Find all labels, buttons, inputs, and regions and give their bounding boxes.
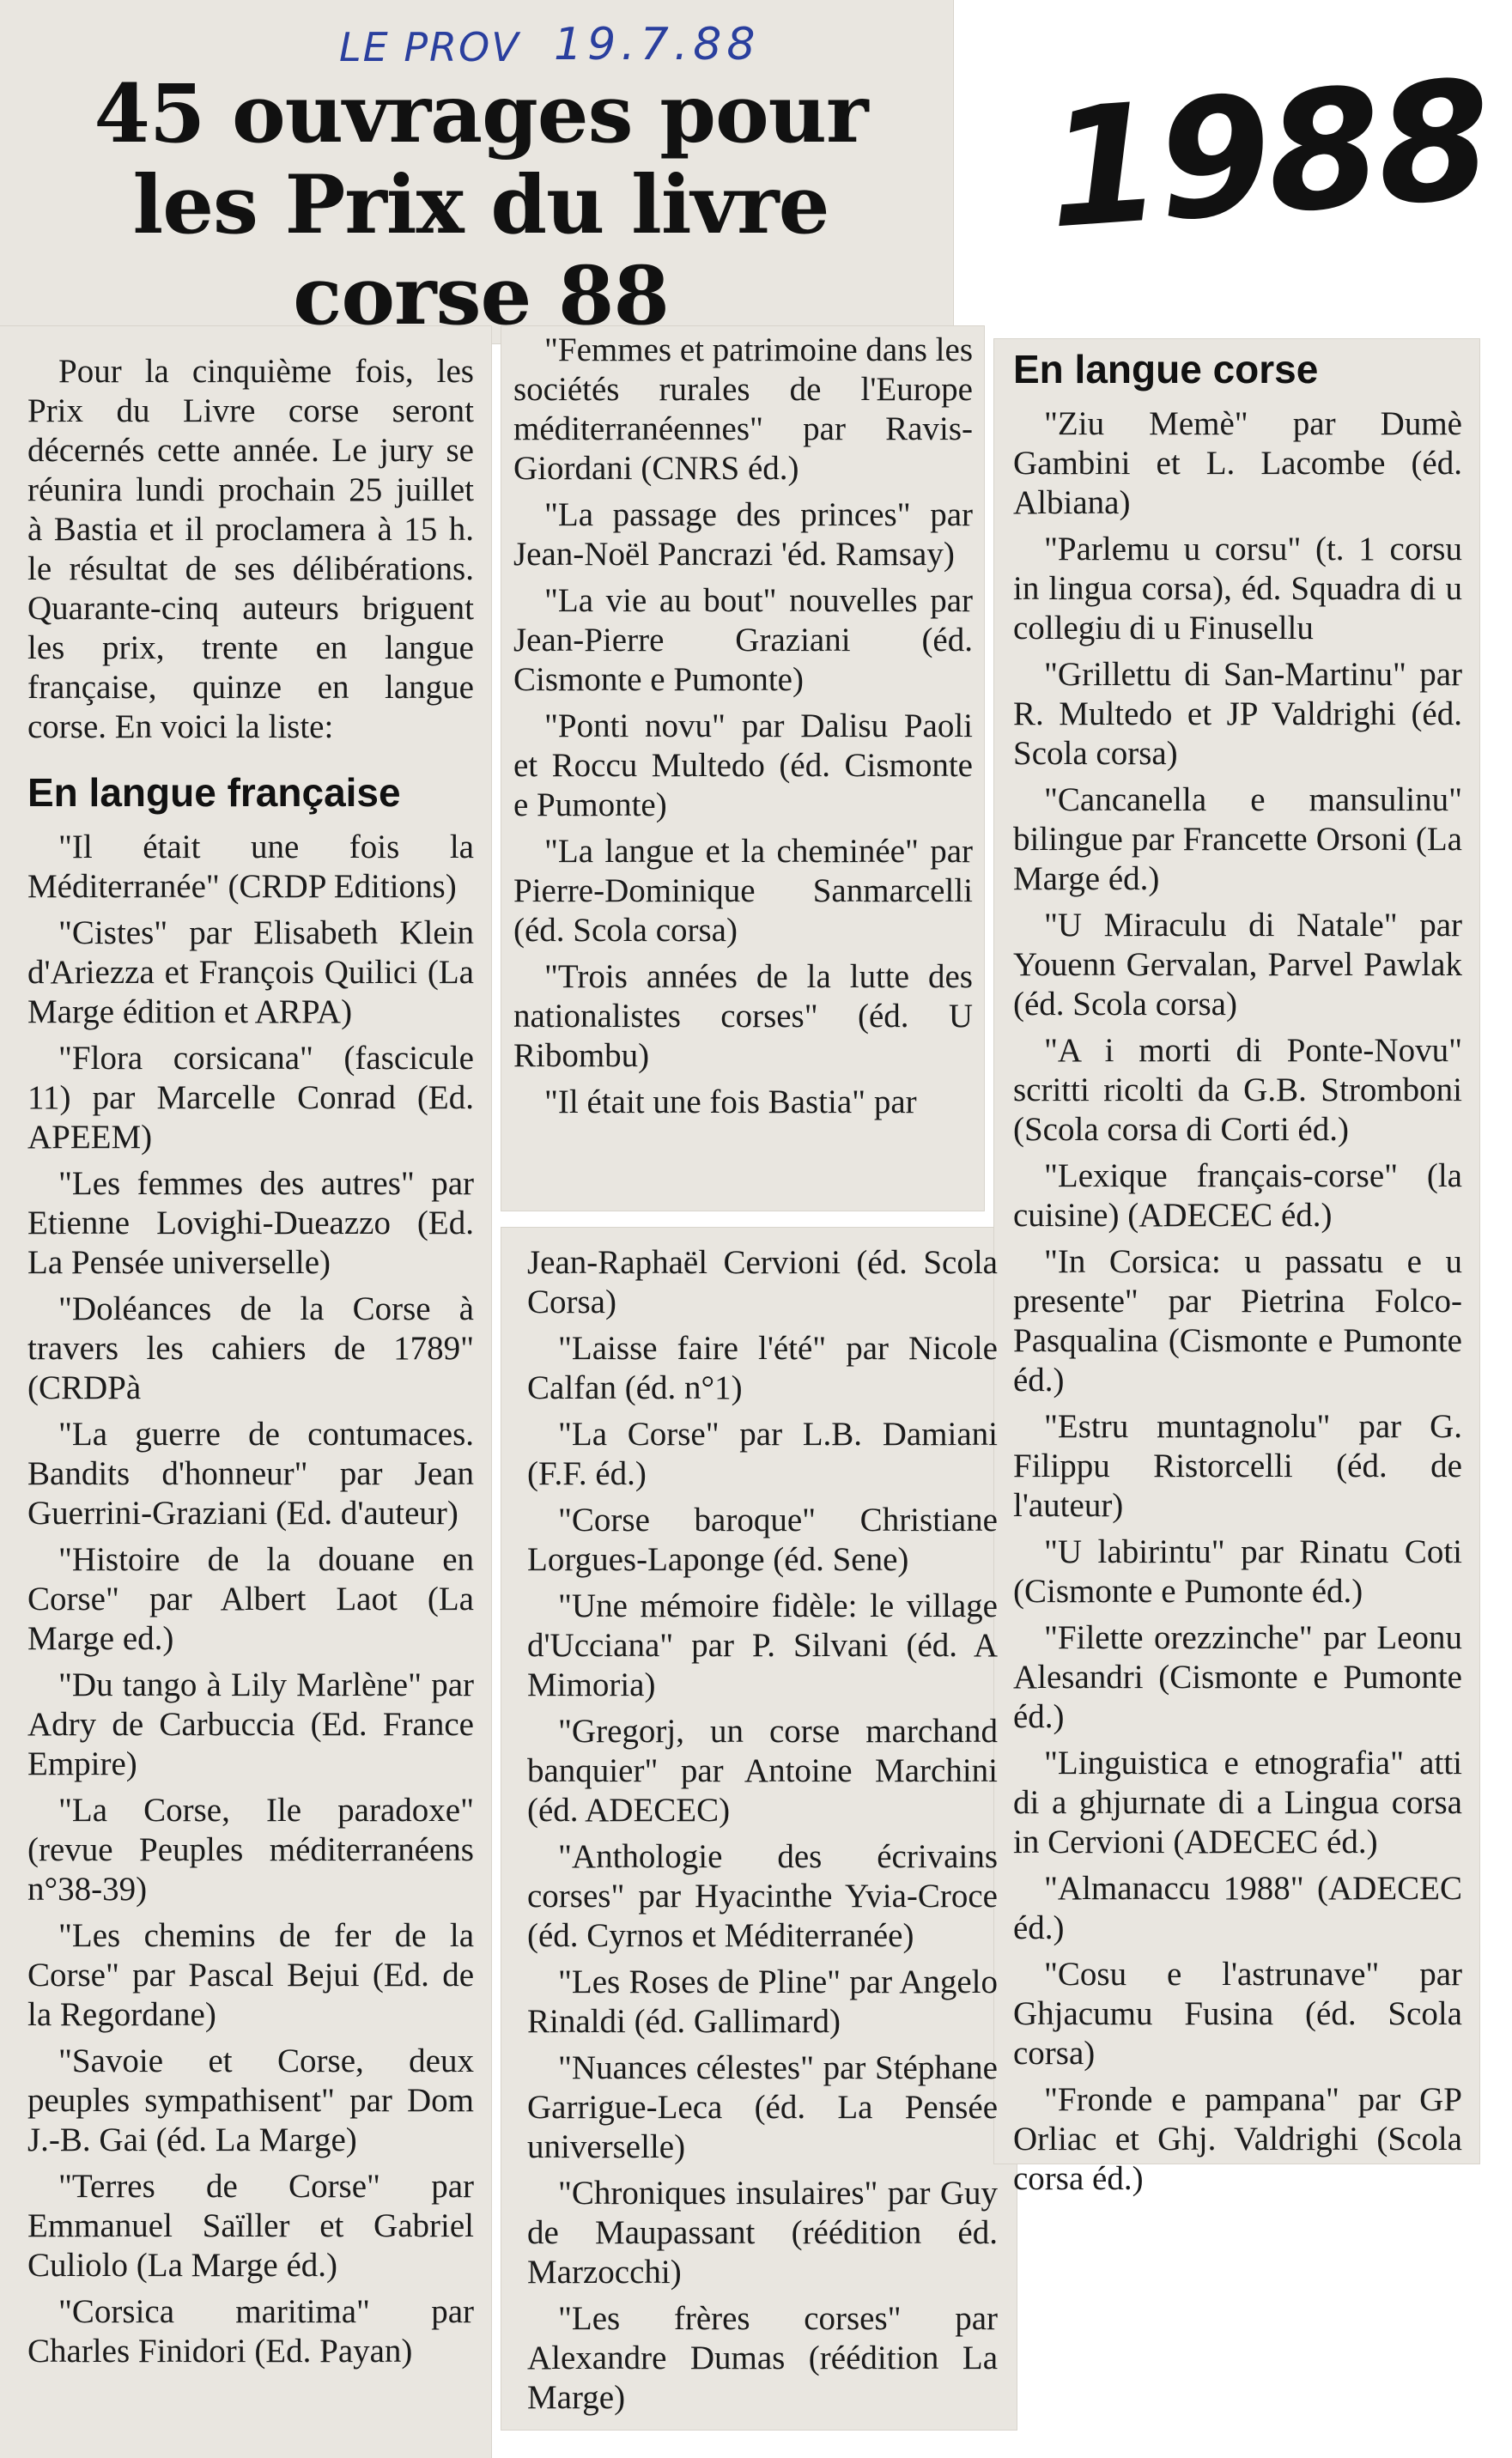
list-item: "Histoire de la douane en Corse" par Albert Laot (La Marge ed.) xyxy=(27,1541,474,1657)
list-item: "Une mémoire fidèle: le village d'Ucciana" par P. Silvani (éd. A Mimoria) xyxy=(527,1587,998,1703)
list-item: "Du tango à Lily Marlène" par Adry de Carbuccia (Ed. France Empire) xyxy=(27,1666,474,1782)
list-item: "Terres de Corse" par Emmanuel Saïller et Gabriel Culiolo (La Marge éd.) xyxy=(27,2168,474,2284)
list-item: "La Corse" par L.B. Damiani (F.F. éd.) xyxy=(527,1416,998,1492)
handwritten-year-note: 1988 xyxy=(1041,45,1494,265)
list-item-continuation: Jean-Raphaël Cervioni (éd. Scola Corsa) xyxy=(527,1244,998,1320)
headline-line: 45 ouvrages pour xyxy=(94,67,868,161)
list-item: "Les femmes des autres" par Etienne Lovighi-Dueazzo (Ed. La Pensée universelle) xyxy=(27,1165,474,1281)
left-column xyxy=(27,352,474,2378)
intro-paragraph: Pour la cinquième fois, les Prix du Livre corse seront décernés cette année. Le jury se réunira lundi prochain 25 juillet à Bastia et il proclamera à 15 h. le résultat de ses délibérations. Quarante-cinq auteurs briguent les prix, trente en langue française, quinze en langue corse. En voici la liste: xyxy=(27,353,474,745)
headline-line: les Prix du livre xyxy=(132,158,829,252)
right-column xyxy=(1013,348,1462,2206)
list-item: "Estru muntagnolu" par G. Filippu Ristorcelli (éd. de l'auteur) xyxy=(1013,1408,1462,1524)
french-list xyxy=(27,828,474,2371)
list-item: "Cosu e l'astrunave" par Ghjacumu Fusina (éd. Scola corsa) xyxy=(1013,1956,1462,2072)
list-item: "La langue et la cheminée" par Pierre-Dominique Sanmarcelli (éd. Scola corsa) xyxy=(513,833,973,949)
middle-list-bottom xyxy=(527,1329,998,2418)
list-item: "In Corsica: u passatu e u presente" par Pietrina Folco-Pasqualina (Cismonte e Pumonte éd.) xyxy=(1013,1243,1462,1399)
list-item: "Ponti novu" par Dalisu Paoli et Roccu Multedo (éd. Cismonte e Pumonte) xyxy=(513,707,973,823)
list-item: "A i morti di Ponte-Novu" scritti ricolti da G.B. Stromboni (Scola corsa di Corti éd.) xyxy=(1013,1032,1462,1148)
list-item: "U labirintu" par Rinatu Coti (Cismonte e Pumonte éd.) xyxy=(1013,1533,1462,1610)
list-item: "Fronde e pampana" par GP Orliac et Ghj. Valdrighi (Scola corsa éd.) xyxy=(1013,2081,1462,2197)
handwritten-source-note: LE PROV xyxy=(339,24,520,70)
list-item: "Flora corsicana" (fascicule 11) par Marcelle Conrad (Ed. APEEM) xyxy=(27,1040,474,1156)
list-item: "Doléances de la Corse à travers les cahiers de 1789" (CRDPà xyxy=(27,1290,474,1406)
list-item: "Cancanella e mansulinu" bilingue par Francette Orsoni (La Marge éd.) xyxy=(1013,781,1462,897)
list-item: "Laisse faire l'été" par Nicole Calfan (éd. n°1) xyxy=(527,1330,998,1406)
handwritten-date-note: 19.7.88 xyxy=(554,19,761,70)
list-item: "Cistes" par Elisabeth Klein d'Ariezza et François Quilici (La Marge édition et ARPA) xyxy=(27,914,474,1030)
list-item: "Il était une fois la Méditerranée" (CRDP Editions) xyxy=(27,828,474,905)
list-item: "Anthologie des écrivains corses" par Hyacinthe Yvia-Croce (éd. Cyrnos et Méditerranée) xyxy=(527,1838,998,1954)
headline-line: corse 88 xyxy=(293,249,669,343)
list-item: "Corsica maritima" par Charles Finidori (Ed. Payan) xyxy=(27,2293,474,2370)
list-item: "Filette orezzinche" par Leonu Alesandri (Cismonte e Pumonte éd.) xyxy=(1013,1619,1462,1735)
list-item: "La passage des princes" par Jean-Noël Pancrazi 'éd. Ramsay) xyxy=(513,496,973,573)
list-item: "Les Roses de Pline" par Angelo Rinaldi (éd. Gallimard) xyxy=(527,1963,998,2040)
section-heading-corsican: En langue corse xyxy=(1013,347,1319,391)
list-item: "Les frères corses" par Alexandre Dumas (réédition La Marge) xyxy=(527,2300,998,2416)
list-item: "Ziu Memè" par Dumè Gambini et L. Lacombe (éd. Albiana) xyxy=(1013,405,1462,521)
list-item: "Parlemu u corsu" (t. 1 corsu in lingua corsa), éd. Squadra di u collegiu di u Finusellu xyxy=(1013,531,1462,646)
list-item: "Savoie et Corse, deux peuples sympathisent" par Dom J.-B. Gai (éd. La Marge) xyxy=(27,2042,474,2158)
list-item: "La guerre de contumaces. Bandits d'honneur" par Jean Guerrini-Graziani (Ed. d'auteur) xyxy=(27,1416,474,1532)
section-heading-french: En langue française xyxy=(27,770,401,815)
list-item: "Les chemins de fer de la Corse" par Pascal Bejui (Ed. de la Regordane) xyxy=(27,1917,474,2033)
list-item: "Corse baroque" Christiane Lorgues-Laponge (éd. Sene) xyxy=(527,1502,998,1578)
list-item: "Femmes et patrimoine dans les sociétés rurales de l'Europe méditerranéennes" par Ravis-Giordani (CNRS éd.) xyxy=(513,331,973,487)
middle-column-top xyxy=(513,331,973,1129)
middle-list-top xyxy=(513,331,973,1122)
list-item: "Nuances célestes" par Stéphane Garrigue-Leca (éd. La Pensée universelle) xyxy=(527,2049,998,2165)
list-item: "Chroniques insulaires" par Guy de Maupassant (réédition éd. Marzocchi) xyxy=(527,2175,998,2291)
list-item: "Il était une fois Bastia" par xyxy=(544,1083,917,1120)
article-headline xyxy=(34,69,927,342)
list-item: "U Miraculu di Natale" par Youenn Gervalan, Parvel Pawlak (éd. Scola corsa) xyxy=(1013,907,1462,1023)
list-item: "La Corse, Ile paradoxe" (revue Peuples méditerranéens n°38-39) xyxy=(27,1792,474,1908)
list-item: "Almanaccu 1988" (ADECEC éd.) xyxy=(1013,1870,1462,1946)
list-item: "Linguistica e etnografia" atti di a ghjurnate di a Lingua corsa in Cervioni (ADECEC éd.) xyxy=(1013,1745,1462,1860)
list-item: "Trois années de la lutte des nationalistes corses" (éd. U Ribombu) xyxy=(513,958,973,1074)
list-item: "La vie au bout" nouvelles par Jean-Pierre Graziani (éd. Cismonte e Pumonte) xyxy=(513,582,973,698)
middle-column-bottom xyxy=(527,1243,998,2425)
corsican-list xyxy=(1013,404,1462,2199)
list-item: "Grillettu di San-Martinu" par R. Multedo et JP Valdrighi (éd. Scola corsa) xyxy=(1013,656,1462,772)
list-item: "Gregorj, un corse marchand banquier" par Antoine Marchini (éd. ADECEC) xyxy=(527,1713,998,1829)
list-item: "Lexique français-corse" (la cuisine) (ADECEC éd.) xyxy=(1013,1157,1462,1234)
